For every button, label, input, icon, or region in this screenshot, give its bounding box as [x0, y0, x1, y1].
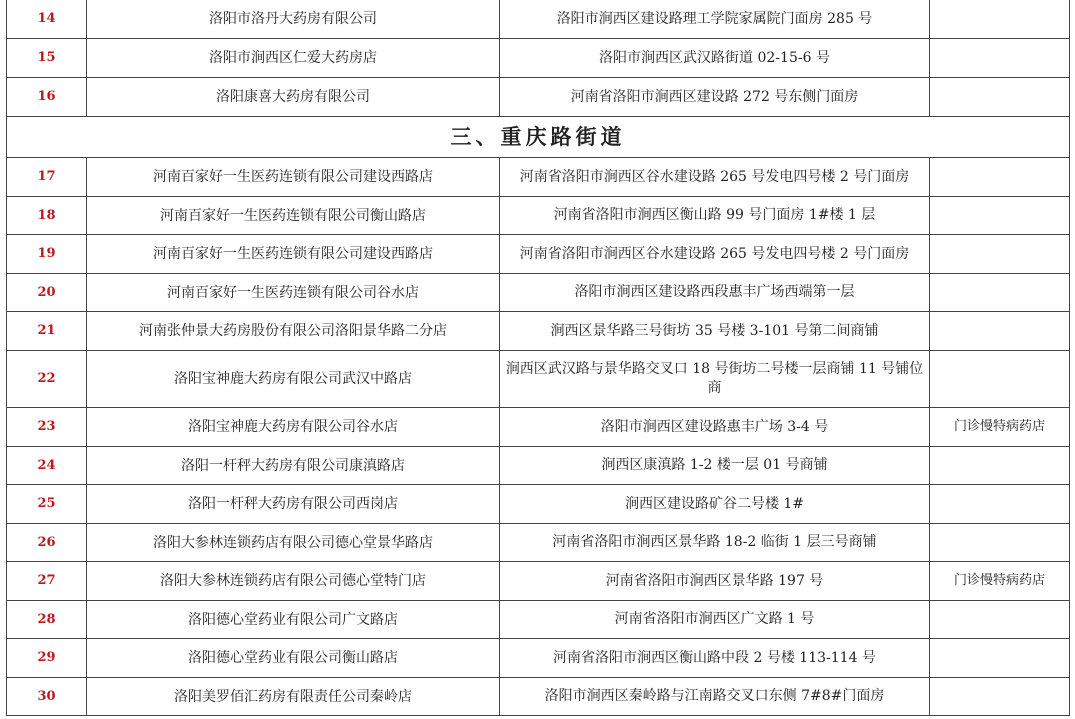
table-row — [7, 678, 1070, 716]
pharmacy-address: 洛阳市涧西区建设路理工学院家属院门面房 285 号 — [500, 0, 930, 39]
pharmacy-address: 河南省洛阳市涧西区衡山路 99 号门面房 1#楼 1 层 — [500, 197, 930, 235]
pharmacy-address: 涧西区景华路三号街坊 35 号楼 3-101 号第二间商铺 — [500, 312, 930, 351]
table-row — [7, 158, 1070, 197]
table-row — [7, 235, 1070, 274]
pharmacy-name: 洛阳美罗佰汇药房有限责任公司秦岭店 — [87, 678, 500, 716]
pharmacy-address: 涧西区武汉路与景华路交叉口 18 号街坊二号楼一层商铺 11 号铺位商 — [500, 351, 930, 408]
pharmacy-name: 洛阳德心堂药业有限公司衡山路店 — [87, 639, 500, 678]
pharmacy-note: 门诊慢特病药店 — [930, 408, 1070, 447]
row-number: 29 — [7, 639, 87, 678]
pharmacy-note — [930, 447, 1070, 485]
pharmacy-name: 河南百家好一生医药连锁有限公司谷水店 — [87, 274, 500, 312]
pharmacy-address: 河南省洛阳市涧西区建设路 272 号东侧门面房 — [500, 78, 930, 117]
pharmacy-address: 涧西区康滇路 1-2 楼一层 01 号商铺 — [500, 447, 930, 485]
pharmacy-address: 洛阳市涧西区武汉路街道 02-15-6 号 — [500, 39, 930, 78]
pharmacy-name: 河南百家好一生医药连锁有限公司建设西路店 — [87, 158, 500, 197]
pharmacy-note: 门诊慢特病药店 — [930, 562, 1070, 601]
row-number: 22 — [7, 351, 87, 408]
pharmacy-note — [930, 78, 1070, 117]
pharmacy-address: 河南省洛阳市涧西区谷水建设路 265 号发电四号楼 2 号门面房 — [500, 158, 930, 197]
pharmacy-note — [930, 158, 1070, 197]
pharmacy-name: 洛阳一杆秤大药房有限公司康滇路店 — [87, 447, 500, 485]
pharmacy-name: 洛阳康喜大药房有限公司 — [87, 78, 500, 117]
pharmacy-address: 河南省洛阳市涧西区广文路 1 号 — [500, 601, 930, 639]
pharmacy-address: 河南省洛阳市涧西区景华路 18-2 临街 1 层三号商铺 — [500, 524, 930, 562]
row-number: 27 — [7, 562, 87, 601]
table-row — [7, 274, 1070, 312]
pharmacy-note — [930, 524, 1070, 562]
table-row — [7, 0, 1070, 39]
table-body-before — [7, 0, 1070, 117]
pharmacy-name: 河南百家好一生医药连锁有限公司衡山路店 — [87, 197, 500, 235]
table-row — [7, 601, 1070, 639]
row-number: 21 — [7, 312, 87, 351]
row-number: 24 — [7, 447, 87, 485]
pharmacy-note — [930, 485, 1070, 524]
table-row — [7, 485, 1070, 524]
row-number: 16 — [7, 78, 87, 117]
table-row — [7, 351, 1070, 408]
row-number: 28 — [7, 601, 87, 639]
table-row — [7, 312, 1070, 351]
pharmacy-note — [930, 197, 1070, 235]
pharmacy-name: 洛阳市洛丹大药房有限公司 — [87, 0, 500, 39]
table-row — [7, 39, 1070, 78]
table-row — [7, 639, 1070, 678]
pharmacy-address: 河南省洛阳市涧西区景华路 197 号 — [500, 562, 930, 601]
pharmacy-note — [930, 601, 1070, 639]
table-row — [7, 447, 1070, 485]
pharmacy-name: 洛阳大参林连锁药店有限公司德心堂特门店 — [87, 562, 500, 601]
pharmacy-table — [6, 0, 1070, 716]
row-number: 19 — [7, 235, 87, 274]
pharmacy-name: 河南百家好一生医药连锁有限公司建设西路店 — [87, 235, 500, 274]
row-number: 25 — [7, 485, 87, 524]
pharmacy-address: 洛阳市涧西区建设路惠丰广场 3-4 号 — [500, 408, 930, 447]
pharmacy-address: 涧西区建设路矿谷二号楼 1# — [500, 485, 930, 524]
row-number: 17 — [7, 158, 87, 197]
row-number: 26 — [7, 524, 87, 562]
pharmacy-address: 河南省洛阳市涧西区谷水建设路 265 号发电四号楼 2 号门面房 — [500, 235, 930, 274]
pharmacy-name: 洛阳宝神鹿大药房有限公司谷水店 — [87, 408, 500, 447]
pharmacy-note — [930, 639, 1070, 678]
table-body-after — [7, 158, 1070, 716]
pharmacy-note — [930, 274, 1070, 312]
pharmacy-note — [930, 39, 1070, 78]
pharmacy-address: 洛阳市涧西区建设路西段惠丰广场西端第一层 — [500, 274, 930, 312]
pharmacy-note — [930, 235, 1070, 274]
row-number: 23 — [7, 408, 87, 447]
pharmacy-name: 洛阳市涧西区仁爱大药房店 — [87, 39, 500, 78]
table-row — [7, 524, 1070, 562]
row-number: 15 — [7, 39, 87, 78]
pharmacy-name: 洛阳一杆秤大药房有限公司西岗店 — [87, 485, 500, 524]
row-number: 18 — [7, 197, 87, 235]
table-row — [7, 78, 1070, 117]
row-number: 20 — [7, 274, 87, 312]
section-body — [7, 117, 1070, 158]
table-row — [7, 197, 1070, 235]
section-title: 三、重庆路街道 — [7, 117, 1070, 158]
row-number: 30 — [7, 678, 87, 716]
row-number: 14 — [7, 0, 87, 39]
pharmacy-name: 洛阳宝神鹿大药房有限公司武汉中路店 — [87, 351, 500, 408]
pharmacy-name: 洛阳大参林连锁药店有限公司德心堂景华路店 — [87, 524, 500, 562]
pharmacy-note — [930, 678, 1070, 716]
pharmacy-name: 河南张仲景大药房股份有限公司洛阳景华路二分店 — [87, 312, 500, 351]
pharmacy-note — [930, 312, 1070, 351]
pharmacy-note — [930, 351, 1070, 408]
pharmacy-note — [930, 0, 1070, 39]
pharmacy-address: 河南省洛阳市涧西区衡山路中段 2 号楼 113-114 号 — [500, 639, 930, 678]
table-row — [7, 562, 1070, 601]
pharmacy-address: 洛阳市涧西区秦岭路与江南路交叉口东侧 7#8#门面房 — [500, 678, 930, 716]
table-row — [7, 408, 1070, 447]
section-row — [7, 117, 1070, 158]
pharmacy-name: 洛阳德心堂药业有限公司广文路店 — [87, 601, 500, 639]
